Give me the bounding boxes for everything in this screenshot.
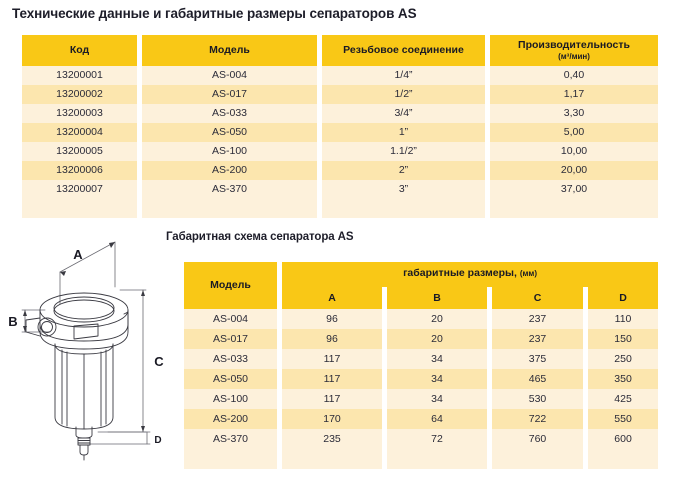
separator-head-collar bbox=[26, 310, 128, 349]
specs-header-code: Код bbox=[22, 35, 137, 66]
cell-c: 237 bbox=[492, 329, 583, 349]
cell-model: AS-004 bbox=[184, 309, 277, 329]
specs-header-capacity-unit: (м³/мин) bbox=[558, 52, 590, 62]
table-bottom-spacer bbox=[22, 199, 658, 218]
dimensions-header-c: C bbox=[492, 287, 583, 309]
specs-table-header-row bbox=[22, 35, 658, 66]
cell-a: 117 bbox=[282, 369, 382, 389]
cell-d: 550 bbox=[588, 409, 658, 429]
table-row bbox=[184, 309, 658, 329]
cell-code: 13200005 bbox=[22, 142, 137, 161]
specs-header-capacity bbox=[490, 35, 658, 66]
cell-code: 13200001 bbox=[22, 66, 137, 85]
cell-model: AS-370 bbox=[184, 429, 277, 449]
cell-model: AS-370 bbox=[142, 180, 317, 199]
cell-a: 170 bbox=[282, 409, 382, 429]
dimensions-header-model: Модель bbox=[184, 262, 277, 309]
cell-model: AS-033 bbox=[184, 349, 277, 369]
dimension-label-c: C bbox=[154, 354, 164, 369]
dimensions-table-body bbox=[184, 309, 658, 469]
cell-c: 760 bbox=[492, 429, 583, 449]
cell-code: 13200006 bbox=[22, 161, 137, 180]
cell-capacity: 5,00 bbox=[490, 123, 658, 142]
table-row bbox=[184, 429, 658, 449]
cell-code: 13200007 bbox=[22, 180, 137, 199]
dimensions-header-group-unit: (мм) bbox=[519, 268, 538, 278]
cell-model: AS-017 bbox=[142, 85, 317, 104]
specs-header-model: Модель bbox=[142, 35, 317, 66]
table-row bbox=[184, 349, 658, 369]
table-row bbox=[184, 389, 658, 409]
separator-technical-drawing bbox=[0, 232, 170, 479]
table-row bbox=[184, 369, 658, 389]
specs-table-body bbox=[22, 66, 658, 218]
dimensions-header-group-row bbox=[184, 262, 658, 284]
table-row bbox=[22, 142, 658, 161]
dimensions-table bbox=[184, 262, 658, 469]
cell-model: AS-100 bbox=[184, 389, 277, 409]
cell-b: 34 bbox=[387, 389, 487, 409]
cell-c: 375 bbox=[492, 349, 583, 369]
cell-model: AS-050 bbox=[142, 123, 317, 142]
cell-d: 150 bbox=[588, 329, 658, 349]
cell-capacity: 1,17 bbox=[490, 85, 658, 104]
cell-b: 34 bbox=[387, 369, 487, 389]
specs-header-capacity-label: Производительность bbox=[518, 39, 630, 52]
dimensions-header-d: D bbox=[588, 287, 658, 309]
cell-a: 235 bbox=[282, 429, 382, 449]
dimensions-header-b: B bbox=[387, 287, 487, 309]
cell-capacity: 0,40 bbox=[490, 66, 658, 85]
cell-capacity: 3,30 bbox=[490, 104, 658, 123]
dimension-label-d: D bbox=[154, 435, 162, 446]
cell-c: 530 bbox=[492, 389, 583, 409]
cell-thread: 1/4” bbox=[322, 66, 485, 85]
cell-thread: 3/4” bbox=[322, 104, 485, 123]
cell-model: AS-100 bbox=[142, 142, 317, 161]
cell-d: 425 bbox=[588, 389, 658, 409]
table-row bbox=[22, 123, 658, 142]
dimension-label-b: B bbox=[8, 314, 18, 329]
cell-d: 110 bbox=[588, 309, 658, 329]
separator-drain-valve bbox=[76, 427, 92, 460]
separator-drawing-svg bbox=[0, 232, 170, 479]
dimension-line-a bbox=[60, 242, 115, 304]
cell-thread: 1/2” bbox=[322, 85, 485, 104]
cell-b: 20 bbox=[387, 329, 487, 349]
cell-b: 64 bbox=[387, 409, 487, 429]
cell-d: 600 bbox=[588, 429, 658, 449]
section-title: Габаритная схема сепаратора AS bbox=[166, 231, 354, 243]
cell-d: 350 bbox=[588, 369, 658, 389]
cell-a: 117 bbox=[282, 389, 382, 409]
cell-c: 465 bbox=[492, 369, 583, 389]
dimensions-header-group bbox=[282, 262, 658, 284]
separator-bowl bbox=[55, 344, 113, 429]
table-row bbox=[22, 66, 658, 85]
cell-thread: 3” bbox=[322, 180, 485, 199]
dimension-line-d bbox=[90, 432, 150, 444]
dimensions-header-group-label: габаритные размеры, bbox=[403, 266, 517, 279]
cell-c: 722 bbox=[492, 409, 583, 429]
table-row bbox=[184, 329, 658, 349]
specs-header-thread: Резьбовое соединение bbox=[322, 35, 485, 66]
cell-model: AS-033 bbox=[142, 104, 317, 123]
cell-code: 13200004 bbox=[22, 123, 137, 142]
cell-a: 96 bbox=[282, 309, 382, 329]
table-row bbox=[22, 161, 658, 180]
cell-model: AS-200 bbox=[184, 409, 277, 429]
specs-table bbox=[22, 35, 658, 218]
separator-top-cap bbox=[40, 293, 128, 327]
cell-code: 13200002 bbox=[22, 85, 137, 104]
cell-capacity: 37,00 bbox=[490, 180, 658, 199]
table-row bbox=[22, 104, 658, 123]
cell-a: 117 bbox=[282, 349, 382, 369]
cell-thread: 2” bbox=[322, 161, 485, 180]
cell-b: 34 bbox=[387, 349, 487, 369]
cell-model: AS-200 bbox=[142, 161, 317, 180]
cell-code: 13200003 bbox=[22, 104, 137, 123]
dimensions-header-a: A bbox=[282, 287, 382, 309]
page-title: Технические данные и габаритные размеры сепараторов AS bbox=[12, 6, 417, 21]
cell-b: 72 bbox=[387, 429, 487, 449]
table-bottom-spacer bbox=[184, 449, 658, 469]
cell-c: 237 bbox=[492, 309, 583, 329]
cell-capacity: 20,00 bbox=[490, 161, 658, 180]
table-row bbox=[22, 180, 658, 199]
table-row bbox=[184, 409, 658, 429]
cell-thread: 1.1/2” bbox=[322, 142, 485, 161]
cell-model: AS-050 bbox=[184, 369, 277, 389]
cell-a: 96 bbox=[282, 329, 382, 349]
cell-model: AS-017 bbox=[184, 329, 277, 349]
cell-capacity: 10,00 bbox=[490, 142, 658, 161]
cell-model: AS-004 bbox=[142, 66, 317, 85]
cell-b: 20 bbox=[387, 309, 487, 329]
dimension-label-a: A bbox=[73, 247, 83, 262]
table-row bbox=[22, 85, 658, 104]
cell-thread: 1” bbox=[322, 123, 485, 142]
cell-d: 250 bbox=[588, 349, 658, 369]
